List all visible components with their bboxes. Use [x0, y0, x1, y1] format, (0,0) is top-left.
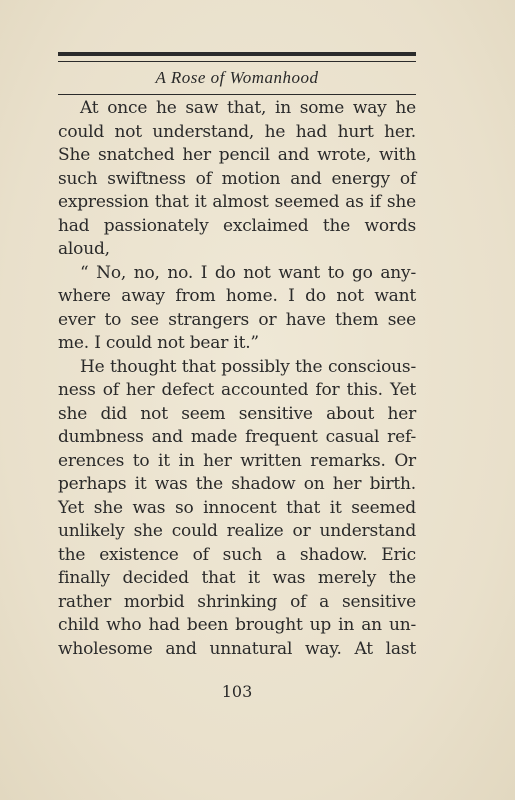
text-line: ness of her defect accounted for this. Yet [58, 380, 416, 400]
text-line: finally decided that it was merely the [58, 568, 416, 588]
header-rule-under [58, 94, 416, 95]
text-line: rather morbid shrinking of a sensitive [58, 591, 416, 612]
text-line: “ No, no, no. I do not want to go any- [80, 262, 416, 283]
text-line: ever to see strangers or have them see [58, 309, 416, 330]
text-line: aloud, [58, 239, 110, 259]
header-rule-thin [58, 61, 416, 62]
text-line: she did not seem sensitive about her [58, 403, 416, 424]
body-text [58, 97, 416, 661]
text-line: She snatched her pencil and wrote, with [58, 145, 416, 165]
text-line: Yet she was so innocent that it seemed [58, 497, 416, 518]
page-number: 103 [221, 682, 253, 701]
text-line: unlikely she could realize or understand [58, 521, 416, 541]
text-line: such swiftness of motion and energy of [58, 168, 416, 189]
text-line: erences to it in her written remarks. Or [58, 450, 416, 471]
text-line: child who had been brought up in an un- [58, 615, 416, 635]
running-title: A Rose of Womanhood [155, 68, 319, 87]
text-line: dumbness and made frequent casual ref- [58, 427, 416, 447]
text-line: me. I could not bear it.” [58, 333, 259, 353]
text-line: perhaps it was the shadow on her birth. [58, 474, 416, 494]
text-line: expression that it almost seemed as if she [58, 192, 416, 212]
text-line: He thought that possibly the conscious- [80, 356, 416, 377]
text-line: the existence of such a shadow. Eric [58, 544, 416, 565]
text-line: where away from home. I do not want [58, 286, 416, 306]
text-line: wholesome and unnatural way. At last [58, 638, 416, 659]
text-line: had passionately exclaimed the words [58, 215, 416, 236]
text-line: could not understand, he had hurt her. [58, 121, 416, 142]
text-line: At once he saw that, in some way he [80, 98, 416, 118]
header-rule-thick [58, 52, 416, 56]
